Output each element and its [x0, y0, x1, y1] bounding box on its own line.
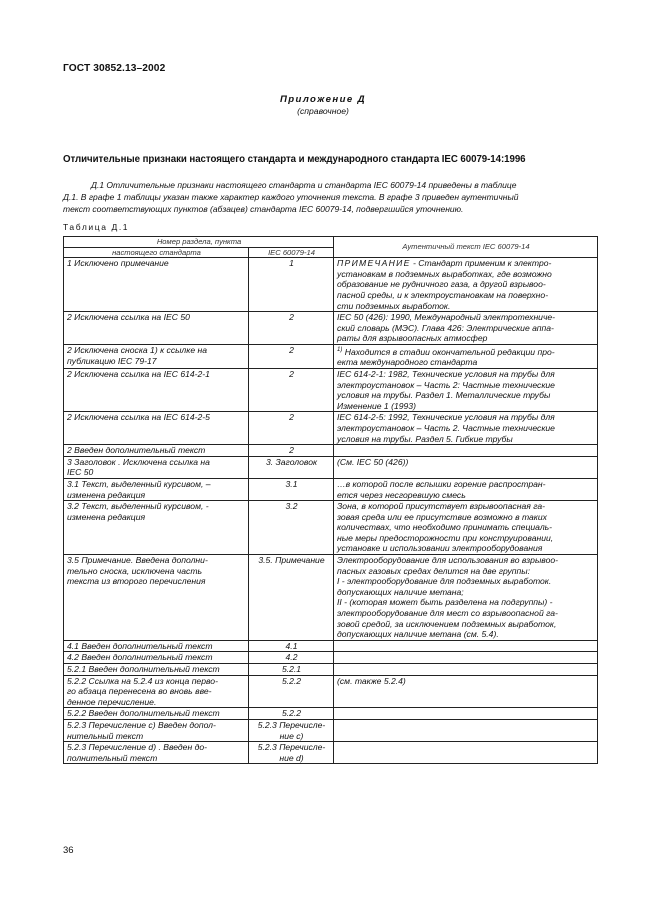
cell-line	[337, 566, 595, 577]
cell-line	[67, 356, 246, 367]
cell-line	[252, 720, 331, 731]
cell-line	[337, 587, 595, 598]
cell-line	[252, 457, 331, 468]
cell-authentic-text	[334, 640, 598, 652]
cell-line	[252, 753, 331, 764]
cell-line	[337, 269, 595, 280]
cell-text: изменена редакция	[67, 511, 146, 522]
cell-text: 2	[289, 344, 294, 355]
cell-text: ский словарь (МЭС). Глава 426: Электрические аппа-	[337, 322, 554, 333]
table-row	[64, 344, 598, 368]
cell-text: 2 Исключена ссылка на IEC 614-2-1	[67, 368, 210, 379]
cell-text: 3.5. Примечание	[258, 555, 325, 566]
cell-line	[252, 652, 331, 663]
cell-this-standard	[64, 344, 249, 368]
cell-line	[252, 501, 331, 512]
cell-line	[337, 290, 595, 301]
cell-text: 5.2.2	[281, 675, 302, 686]
table-row	[64, 258, 598, 312]
cell-text: допускающих наличие метана;	[337, 586, 464, 597]
cell-text: IEC 50	[67, 467, 94, 478]
table-row	[64, 555, 598, 641]
cell-text: екта международного стандарта	[337, 357, 478, 368]
table-row	[64, 412, 598, 445]
cell-line	[337, 555, 595, 566]
table-row	[64, 478, 598, 500]
cell-text: 4.2 Введен дополнительный текст	[67, 652, 213, 663]
cell-authentic-text	[334, 719, 598, 741]
cell-text: 3. Заголовок	[265, 456, 318, 467]
cell-text: 5.2.2 Ссылка на 5.2.4 из конца перво-	[67, 675, 218, 686]
cell-line	[67, 676, 246, 687]
cell-line	[67, 490, 246, 501]
cell-line	[67, 686, 246, 697]
cell-text: 4.1 Введен дополнительный текст	[67, 640, 213, 651]
cell-line	[67, 512, 246, 523]
cell-this-standard	[64, 312, 249, 345]
cell-this-standard	[64, 501, 249, 555]
cell-line	[337, 312, 595, 323]
cell-text: Зона, в которой присутствует взрывоопасная га-	[337, 501, 545, 512]
cell-text: электрооборудование для мест со взрывоопасной га-	[337, 608, 558, 619]
cell-line	[67, 652, 246, 663]
cell-authentic-text	[334, 652, 598, 664]
cell-line	[67, 457, 246, 468]
cell-this-standard	[64, 412, 249, 445]
cell-iec-number	[249, 675, 334, 708]
cell-line	[252, 312, 331, 323]
cell-text: нительный текст	[67, 730, 144, 741]
cell-line	[67, 697, 246, 708]
cell-line	[337, 576, 595, 587]
cell-authentic-text	[334, 675, 598, 708]
cell-line	[337, 401, 595, 412]
cell-line	[337, 479, 595, 490]
cell-authentic-text	[334, 456, 598, 478]
cell-line	[337, 258, 595, 269]
cell-line	[252, 708, 331, 719]
cell-line	[252, 258, 331, 269]
cell-text: - Стандарт применим к электро-	[410, 258, 552, 269]
cell-text: II - (которая может быть разделена на подгруппы) -	[337, 597, 553, 608]
cell-text: 3.1	[285, 478, 298, 489]
cell-iec-number	[249, 664, 334, 676]
cell-text: количествах, что необходимо принимать специаль-	[337, 522, 553, 533]
cell-line	[337, 412, 595, 423]
cell-this-standard	[64, 652, 249, 664]
cell-text: …в которой после вспышки горение распростран-	[337, 478, 546, 489]
cell-line	[67, 479, 246, 490]
cell-text: I - электрооборудование для подземных выработок.	[337, 576, 552, 587]
cell-line	[337, 345, 595, 357]
appendix-title: Приложение Д	[280, 94, 366, 105]
cell-line	[67, 708, 246, 719]
cell-text: 2	[289, 312, 294, 323]
cell-text: ные меры предосторожности при конструировании,	[337, 532, 554, 543]
cell-iec-number	[249, 445, 334, 457]
cell-line	[252, 664, 331, 675]
cell-iec-number	[249, 708, 334, 720]
cell-text: 2	[289, 368, 294, 379]
cell-line	[67, 501, 246, 512]
cell-text: условия на трубы. Раздел 5. Гибкие трубы	[337, 433, 513, 444]
cell-authentic-text	[334, 708, 598, 720]
cell-text: 2	[289, 445, 294, 456]
section-title: Отличительные признаки настоящего стандарта и международного стандарта IEC 60079-14:1996	[63, 154, 526, 165]
cell-line	[252, 445, 331, 456]
cell-text: Электрооборудование для использования во взрывоо-	[337, 555, 558, 566]
cell-line	[67, 258, 246, 269]
cell-text: пасной среды, и к электроустановкам на поверхно-	[337, 289, 549, 300]
cell-line	[337, 357, 595, 368]
cell-text: 2 Исключена ссылка на IEC 614-2-5	[67, 412, 210, 423]
cell-text: условия на трубы. Раздел 1. Металлические трубы	[337, 390, 551, 401]
cell-line	[252, 479, 331, 490]
cell-text: зовой средой, за исключением подземных выработок,	[337, 618, 557, 629]
cell-text: раты для взрывоопасных атмосфер	[337, 333, 488, 344]
table-row	[64, 312, 598, 345]
cell-text: 1	[289, 258, 294, 269]
cell-line	[337, 369, 595, 380]
cell-line	[67, 467, 246, 478]
cell-this-standard	[64, 708, 249, 720]
cell-text: полнительный текст	[67, 752, 158, 763]
cell-line	[337, 490, 595, 501]
cell-text: 3.2	[285, 501, 298, 512]
cell-authentic-text	[334, 258, 598, 312]
cell-line	[337, 533, 595, 544]
cell-authentic-text	[334, 478, 598, 500]
cell-line	[67, 369, 246, 380]
cell-this-standard	[64, 478, 249, 500]
cell-line	[67, 312, 246, 323]
cell-line	[252, 369, 331, 380]
cell-iec-number	[249, 478, 334, 500]
cell-line	[337, 629, 595, 640]
cell-text: 3.5 Примечание. Введена дополни-	[67, 555, 208, 566]
cell-line	[337, 333, 595, 344]
table-row	[64, 742, 598, 764]
cell-this-standard	[64, 675, 249, 708]
intro-line: Д.1 Отличительные признаки настоящего стандарта и стандарта IEC 60079-14 приведены в таблице	[91, 180, 517, 190]
cell-text: IEC 50 (426): 1990, Международный электротехниче-	[337, 312, 556, 323]
cell-text: зовая среда или ее присутствие возможно в таких	[337, 511, 547, 522]
cell-text: 5.2.3 Перечисле-	[257, 719, 326, 730]
intro-paragraph	[63, 180, 603, 215]
cell-text: (См. IEC 50 (426))	[337, 456, 409, 467]
cell-iec-number	[249, 344, 334, 368]
cell-text: установкам в подземных выработках, где возможно	[337, 268, 552, 279]
cell-text: Находится в стадии окончательной редакции про-	[342, 346, 555, 357]
header-iec: IEC 60079-14	[249, 247, 334, 258]
cell-line	[67, 731, 246, 742]
page-number: 36	[63, 845, 74, 856]
cell-line	[67, 412, 246, 423]
cell-text: электроустановок – Часть 2. Частные технические	[337, 422, 555, 433]
cell-text: изменена редакция	[67, 489, 146, 500]
table-row	[64, 445, 598, 457]
cell-text: электроустановок – Часть 2: Частные технические	[337, 379, 555, 390]
cell-text: 5.2.3 Перечисление с) Введен допол-	[67, 719, 216, 730]
cell-text: 4.2	[285, 652, 298, 663]
table-row	[64, 664, 598, 676]
cell-text: 5.2.1	[281, 664, 302, 675]
cell-line	[337, 512, 595, 523]
cell-text: 2 Исключена сноска 1) к ссылке на	[67, 344, 208, 355]
comparison-table	[63, 236, 598, 764]
cell-authentic-text	[334, 445, 598, 457]
appendix-subtitle: (справочное)	[297, 106, 349, 116]
cell-text: 3.2 Текст, выделенный курсивом, -	[67, 501, 209, 512]
cell-this-standard	[64, 445, 249, 457]
cell-this-standard	[64, 742, 249, 764]
cell-text: 1 Исключено примечание	[67, 258, 169, 269]
cell-line	[337, 522, 595, 533]
table-row	[64, 501, 598, 555]
table-row	[64, 719, 598, 741]
cell-iec-number	[249, 719, 334, 741]
cell-text: 3 Заголовок . Исключена ссылка на	[67, 456, 210, 467]
cell-iec-number	[249, 555, 334, 641]
cell-this-standard	[64, 555, 249, 641]
cell-line	[337, 390, 595, 401]
intro-line: текст соответствующих пунктов (абзацев) стандарта IEC 60079-14, подвергшийся уточнению.	[63, 203, 464, 214]
cell-line	[67, 576, 246, 587]
cell-line	[67, 345, 246, 356]
cell-text: 5.2.3 Перечисление d) . Введен до-	[67, 742, 207, 753]
cell-authentic-text	[334, 368, 598, 411]
standard-id: ГОСТ 30852.13–2002	[63, 63, 166, 74]
cell-line	[337, 323, 595, 334]
table-body	[64, 258, 598, 764]
cell-authentic-text	[334, 742, 598, 764]
cell-text: текста из второго перечисления	[67, 576, 206, 587]
cell-line	[67, 664, 246, 675]
cell-line	[252, 676, 331, 687]
cell-text: (см. также 5.2.4)	[337, 675, 406, 686]
cell-line	[337, 597, 595, 608]
table-header-row	[64, 237, 598, 248]
cell-iec-number	[249, 742, 334, 764]
note-label: ПРИМЕЧАНИЕ	[337, 258, 411, 269]
cell-line	[337, 619, 595, 630]
cell-line	[337, 501, 595, 512]
cell-text: ние d)	[279, 752, 304, 763]
cell-text: 5.2.2	[281, 708, 302, 719]
cell-iec-number	[249, 501, 334, 555]
cell-text: 4.1	[285, 640, 298, 651]
cell-iec-number	[249, 412, 334, 445]
cell-authentic-text	[334, 555, 598, 641]
cell-line	[67, 742, 246, 753]
cell-line	[67, 641, 246, 652]
table-row	[64, 708, 598, 720]
cell-line	[252, 731, 331, 742]
cell-iec-number	[249, 652, 334, 664]
cell-text: 5.2.1 Введен дополнительный текст	[67, 664, 220, 675]
cell-text: ется через несгоревшую смесь	[337, 489, 466, 500]
cell-text: образование не рудничного газа, а другой взрывоо-	[337, 279, 546, 290]
cell-text: 5.2.3 Перечисле-	[257, 742, 326, 753]
cell-line	[67, 753, 246, 764]
table-row	[64, 652, 598, 664]
cell-text: Изменение 1 (1993)	[337, 400, 416, 411]
table-row	[64, 675, 598, 708]
cell-authentic-text	[334, 412, 598, 445]
cell-line	[337, 434, 595, 445]
cell-text: 5.2.2 Введен дополнительный текст	[67, 708, 220, 719]
cell-text: 2	[289, 412, 294, 423]
cell-line	[337, 423, 595, 434]
cell-text: денное перечисление.	[67, 696, 157, 707]
header-authentic-text: Аутентичный текст IEC 60079-14	[334, 237, 598, 258]
cell-line	[337, 457, 595, 468]
cell-line	[252, 641, 331, 652]
cell-line	[337, 676, 595, 687]
cell-iec-number	[249, 368, 334, 411]
cell-authentic-text	[334, 664, 598, 676]
cell-authentic-text	[334, 312, 598, 345]
cell-text: установке и использовании электрооборудования	[337, 543, 543, 554]
cell-authentic-text	[334, 501, 598, 555]
cell-this-standard	[64, 719, 249, 741]
cell-iec-number	[249, 258, 334, 312]
cell-line	[67, 720, 246, 731]
table-row	[64, 456, 598, 478]
header-this-standard: настоящего стандарта	[64, 247, 249, 258]
cell-line	[337, 608, 595, 619]
header-section-number: Номер раздела, пункта	[64, 237, 334, 248]
cell-iec-number	[249, 456, 334, 478]
cell-text: 2 Исключена ссылка на IEC 50	[67, 312, 190, 323]
cell-text: 2 Введен дополнительный текст	[67, 445, 206, 456]
cell-authentic-text	[334, 344, 598, 368]
cell-text: допускающих наличие метана (см. 5.4).	[337, 629, 499, 640]
cell-text: ние с)	[279, 730, 304, 741]
cell-this-standard	[64, 258, 249, 312]
cell-line	[252, 555, 331, 566]
cell-line	[67, 555, 246, 566]
cell-line	[67, 566, 246, 577]
cell-this-standard	[64, 664, 249, 676]
cell-line	[67, 445, 246, 456]
cell-line	[337, 380, 595, 391]
cell-text: го абзаца перенесена во вновь вве-	[67, 686, 212, 697]
cell-line	[252, 345, 331, 356]
cell-text: публикацию IEC 79-17	[67, 355, 157, 366]
table-caption: Таблица Д.1	[63, 222, 130, 232]
intro-line: Д.1. В графе 1 таблицы указан также характер каждого уточнения текста. В графе 3 приведен аутентичный	[63, 191, 519, 202]
cell-line	[337, 543, 595, 554]
cell-text: IEC 614-2-5: 1992, Технические условия на трубы для	[337, 412, 555, 423]
cell-line	[252, 742, 331, 753]
cell-text: тельно сноска, исключена часть	[67, 565, 203, 576]
cell-line	[337, 279, 595, 290]
cell-text: пасных газовых средах делится на две группы:	[337, 565, 530, 576]
cell-iec-number	[249, 312, 334, 345]
cell-this-standard	[64, 368, 249, 411]
cell-this-standard	[64, 456, 249, 478]
cell-text: сти подземных выработок.	[337, 300, 451, 311]
cell-iec-number	[249, 640, 334, 652]
footnote-marker: 1)	[337, 346, 343, 353]
cell-this-standard	[64, 640, 249, 652]
cell-line	[337, 301, 595, 312]
cell-text: 3.1 Текст, выделенный курсивом, –	[67, 478, 211, 489]
cell-line	[252, 412, 331, 423]
table-row	[64, 640, 598, 652]
table-row	[64, 368, 598, 411]
cell-text: IEC 614-2-1: 1982, Технические условия на трубы для	[337, 368, 555, 379]
